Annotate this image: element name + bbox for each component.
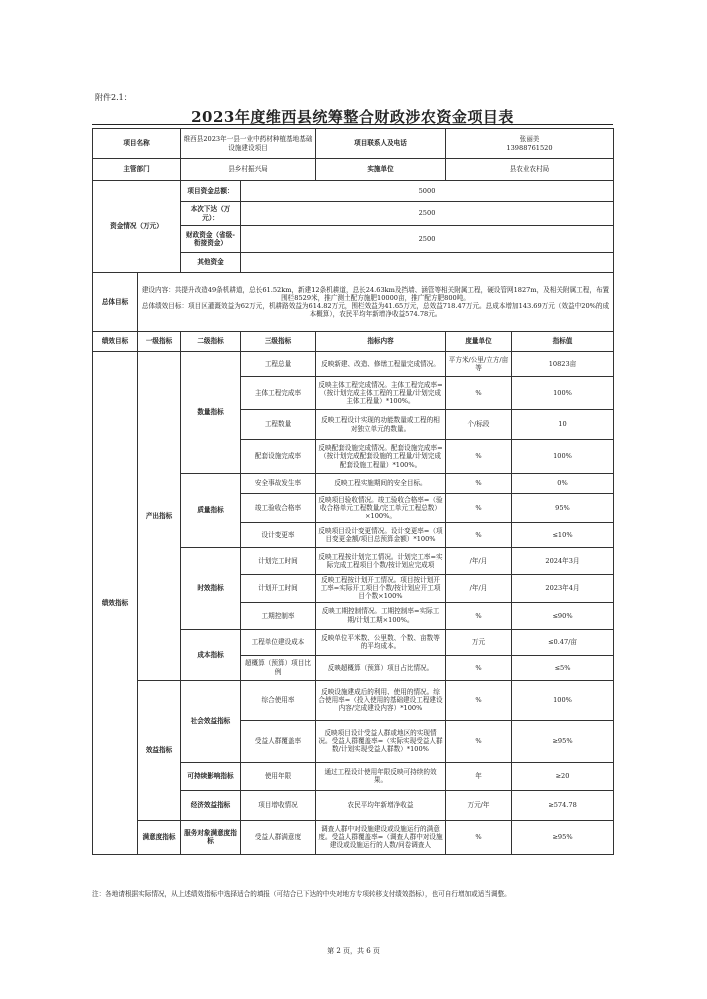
overall-goal-text bbox=[138, 273, 614, 332]
funds-item-value: 2500 bbox=[241, 202, 614, 226]
indicator-name: 工期控制率 bbox=[241, 602, 316, 629]
contact-label: 项目联系人及电话 bbox=[316, 129, 446, 159]
header-level3: 三级指标 bbox=[241, 332, 316, 352]
funds-item-value bbox=[241, 253, 614, 273]
indicator-value: ≤0.47/亩 bbox=[512, 629, 614, 655]
indicator-value: 100% bbox=[512, 440, 614, 474]
indicator-unit: % bbox=[446, 602, 512, 629]
group-social: 社会效益指标 bbox=[181, 680, 241, 762]
indicator-unit: % bbox=[446, 820, 512, 854]
indicator-name: 项目增收情况 bbox=[241, 790, 316, 820]
indicator-content: 反映项目验收情况。竣工验收合格率=（验收合格单元工程数量/完工单元工程总数）×100%。 bbox=[316, 494, 446, 523]
indicator-name: 计划完工时间 bbox=[241, 548, 316, 575]
funds-label: 资金情况（万元） bbox=[93, 181, 181, 273]
indicator-value: 95% bbox=[512, 494, 614, 523]
header-level1: 一级指标 bbox=[138, 332, 181, 352]
indicator-name: 计划开工时间 bbox=[241, 575, 316, 603]
indicator-unit: /年/月 bbox=[446, 548, 512, 575]
indicator-name: 受益人群满意度 bbox=[241, 820, 316, 854]
indicator-value: 2023年4月 bbox=[512, 575, 614, 603]
indicator-name: 使用年限 bbox=[241, 762, 316, 790]
table-row bbox=[93, 820, 614, 854]
page-title: 2023年度维西县统筹整合财政涉农资金项目表 bbox=[191, 108, 514, 126]
indicator-value: 10823亩 bbox=[512, 352, 614, 377]
contact-name: 张丽美 bbox=[519, 135, 540, 144]
indicator-content: 反映新建、改造、修缮工程量完成情况。 bbox=[316, 352, 446, 377]
table-row bbox=[93, 352, 614, 377]
indicator-name: 综合使用率 bbox=[241, 680, 316, 720]
funds-item-name: 财政资金（省级-衔接资金） bbox=[181, 226, 241, 253]
indicator-unit: % bbox=[446, 377, 512, 410]
contact-phone: 13988761520 bbox=[506, 143, 553, 152]
indicator-name: 工程总量 bbox=[241, 352, 316, 377]
indicator-value: 100% bbox=[512, 680, 614, 720]
indicator-unit: % bbox=[446, 494, 512, 523]
funds-item-name: 项目资金总额： bbox=[181, 181, 241, 202]
group-cost: 成本指标 bbox=[181, 629, 241, 680]
indicator-unit: 万元 bbox=[446, 629, 512, 655]
indicator-value: 2024年3月 bbox=[512, 548, 614, 575]
project-name-value: 维西县2023年一县一业中药材种植基地基础设施建设项目 bbox=[181, 129, 316, 159]
indicator-content: 反映配套设施完成情况。配套设施完成率=（按计划完成配套设施的工程量/计划完成配套设施工程量）*100%。 bbox=[316, 440, 446, 474]
group-quality: 质量指标 bbox=[181, 474, 241, 548]
indicator-unit: 万元/年 bbox=[446, 790, 512, 820]
indicator-unit: % bbox=[446, 523, 512, 548]
indicator-value: ≥574.78 bbox=[512, 790, 614, 820]
header-content: 指标内容 bbox=[316, 332, 446, 352]
indicator-content: 农民平均年新增净收益 bbox=[316, 790, 446, 820]
group-benefit: 效益指标 bbox=[138, 680, 181, 820]
indicator-content: 反映工程设计实现的功能数量或工程的相对独立单元的数量。 bbox=[316, 410, 446, 440]
indicator-name: 主体工程完成率 bbox=[241, 377, 316, 410]
indicator-value: ≥20 bbox=[512, 762, 614, 790]
indicator-content: 通过工程设计使用年限反映可持续的效果。 bbox=[316, 762, 446, 790]
perf-indicator-label: 绩效指标 bbox=[93, 352, 138, 855]
indicator-content: 反映工程按计划完工情况。计划完工率=实际完成工程项目个数/按计划应完成项 bbox=[316, 548, 446, 575]
department-row bbox=[93, 159, 614, 181]
indicator-unit: % bbox=[446, 680, 512, 720]
indicator-unit: % bbox=[446, 440, 512, 474]
funds-item-name: 其他资金 bbox=[181, 253, 241, 273]
group-quantity: 数量指标 bbox=[181, 352, 241, 474]
group-sustain: 可持续影响指标 bbox=[181, 762, 241, 790]
impl-value: 县农业农村局 bbox=[446, 159, 614, 181]
indicator-value: ≤90% bbox=[512, 602, 614, 629]
indicator-name: 设计变更率 bbox=[241, 523, 316, 548]
header-unit: 度量单位 bbox=[446, 332, 512, 352]
indicator-name: 安全事故发生率 bbox=[241, 474, 316, 494]
indicator-content: 反映超概算（预算）项目占比情况。 bbox=[316, 655, 446, 680]
indicator-value: ≤10% bbox=[512, 523, 614, 548]
group-timeliness: 时效指标 bbox=[181, 548, 241, 630]
impl-label: 实施单位 bbox=[316, 159, 446, 181]
funds-item-value: 2500 bbox=[241, 226, 614, 253]
funds-item-value: 5000 bbox=[241, 181, 614, 202]
indicator-unit: % bbox=[446, 720, 512, 762]
header-value: 指标值 bbox=[512, 332, 614, 352]
header-row bbox=[93, 332, 614, 352]
indicator-name: 竣工验收合格率 bbox=[241, 494, 316, 523]
indicator-content: 反映工程按计划开工情况。项目按计划开工率=实际开工项目个数/按计划应开工项目个数×100% bbox=[316, 575, 446, 603]
indicator-name: 工程单位建设成本 bbox=[241, 629, 316, 655]
indicator-content: 反映工期控制情况。工期控制率=实际工期/计划工期×100%。 bbox=[316, 602, 446, 629]
indicator-content: 反映工程实施期间的安全目标。 bbox=[316, 474, 446, 494]
funds-row bbox=[93, 181, 614, 202]
indicator-unit: 个/标段 bbox=[446, 410, 512, 440]
indicator-content: 反映项目设计变更情况。设计变更率=（项目变更金额/项目总预算金额）*100% bbox=[316, 523, 446, 548]
header-perf: 绩效目标 bbox=[93, 332, 138, 352]
indicator-name: 超概算（预算）项目比例 bbox=[241, 655, 316, 680]
indicator-content: 调查人群中对设施建设或设施运行的满意度。受益人群覆盖率=（调查人群中对设施建设或设施运行的人数/问卷调查人 bbox=[316, 820, 446, 854]
contact-value bbox=[446, 129, 614, 159]
indicator-value: ≥95% bbox=[512, 720, 614, 762]
title-divider bbox=[92, 124, 613, 125]
indicator-name: 配套设施完成率 bbox=[241, 440, 316, 474]
indicator-value: ≤5% bbox=[512, 655, 614, 680]
overall-goal-content: 建设内容：共提升改造49条机耕道，总长61.52km，新建12条机耕道，总长24.63km及挡墙、涵管等相关附属工程，硬设管网1827m，及相关附属工程，布置围栏8529米，推广测土配方施肥10000亩，推广配方肥800吨。 bbox=[141, 285, 610, 302]
indicator-name: 工程数量 bbox=[241, 410, 316, 440]
indicator-value: ≥95% bbox=[512, 820, 614, 854]
funds-item-name: 本次下达（万元）： bbox=[181, 202, 241, 226]
dept-value: 县乡村振兴局 bbox=[181, 159, 316, 181]
indicator-content: 反映项目设计受益人群或地区的实现情况。受益人群覆盖率=（实际实现受益人群数/计划实现受益人群数）*100% bbox=[316, 720, 446, 762]
indicator-content: 反映单位平米数、公里数、个数、亩数等的平均成本。 bbox=[316, 629, 446, 655]
indicator-content: 反映主体工程完成情况。主体工程完成率=（按计划完成主体工程的工程量/计划完成主体工程量）*100%。 bbox=[316, 377, 446, 410]
overall-goal-target: 总体绩效目标：项目区灌溉效益为62万元，机耕路效益为614.82万元，围栏效益为41.65万元，总效益718.47万元。总成本增加143.69万元（效益中20%的成本概算），农民平均年新增净收益574.78元。 bbox=[141, 302, 610, 319]
group-economic: 经济效益指标 bbox=[181, 790, 241, 820]
header-level2: 二级指标 bbox=[181, 332, 241, 352]
indicator-unit: 平方米/公里/立方/亩等 bbox=[446, 352, 512, 377]
dept-label: 主管部门 bbox=[93, 159, 181, 181]
project-table bbox=[92, 128, 614, 855]
overall-goal-row bbox=[93, 273, 614, 332]
footnote: 注：各地请根据实际情况，从上述绩效指标中选择适合的填报（可结合已下达的中央对地方专项转移支付绩效指标），也可自行增加或适当调整。 bbox=[92, 890, 511, 898]
project-name-row bbox=[93, 129, 614, 159]
project-name-label: 项目名称 bbox=[93, 129, 181, 159]
group-satisfaction: 满意度指标 bbox=[138, 820, 181, 854]
group-service: 服务对象满意度指标 bbox=[181, 820, 241, 854]
attachment-label: 附件2.1： bbox=[95, 93, 132, 102]
group-output: 产出指标 bbox=[138, 352, 181, 681]
indicator-unit: /年/月 bbox=[446, 575, 512, 603]
overall-goal-label: 总体目标 bbox=[93, 273, 138, 332]
indicator-unit: % bbox=[446, 474, 512, 494]
indicator-value: 100% bbox=[512, 377, 614, 410]
indicator-unit: 年 bbox=[446, 762, 512, 790]
table-row bbox=[93, 680, 614, 720]
indicator-value: 10 bbox=[512, 410, 614, 440]
indicator-name: 受益人群覆盖率 bbox=[241, 720, 316, 762]
indicator-value: 0% bbox=[512, 474, 614, 494]
page-number: 第 2 页，共 6 页 bbox=[327, 947, 380, 955]
indicator-unit: % bbox=[446, 655, 512, 680]
indicator-content: 反映设施建成后的利用、使用的情况。综合使用率=（投入使用的基础建设工程建设内容/完成建设内容）*100% bbox=[316, 680, 446, 720]
